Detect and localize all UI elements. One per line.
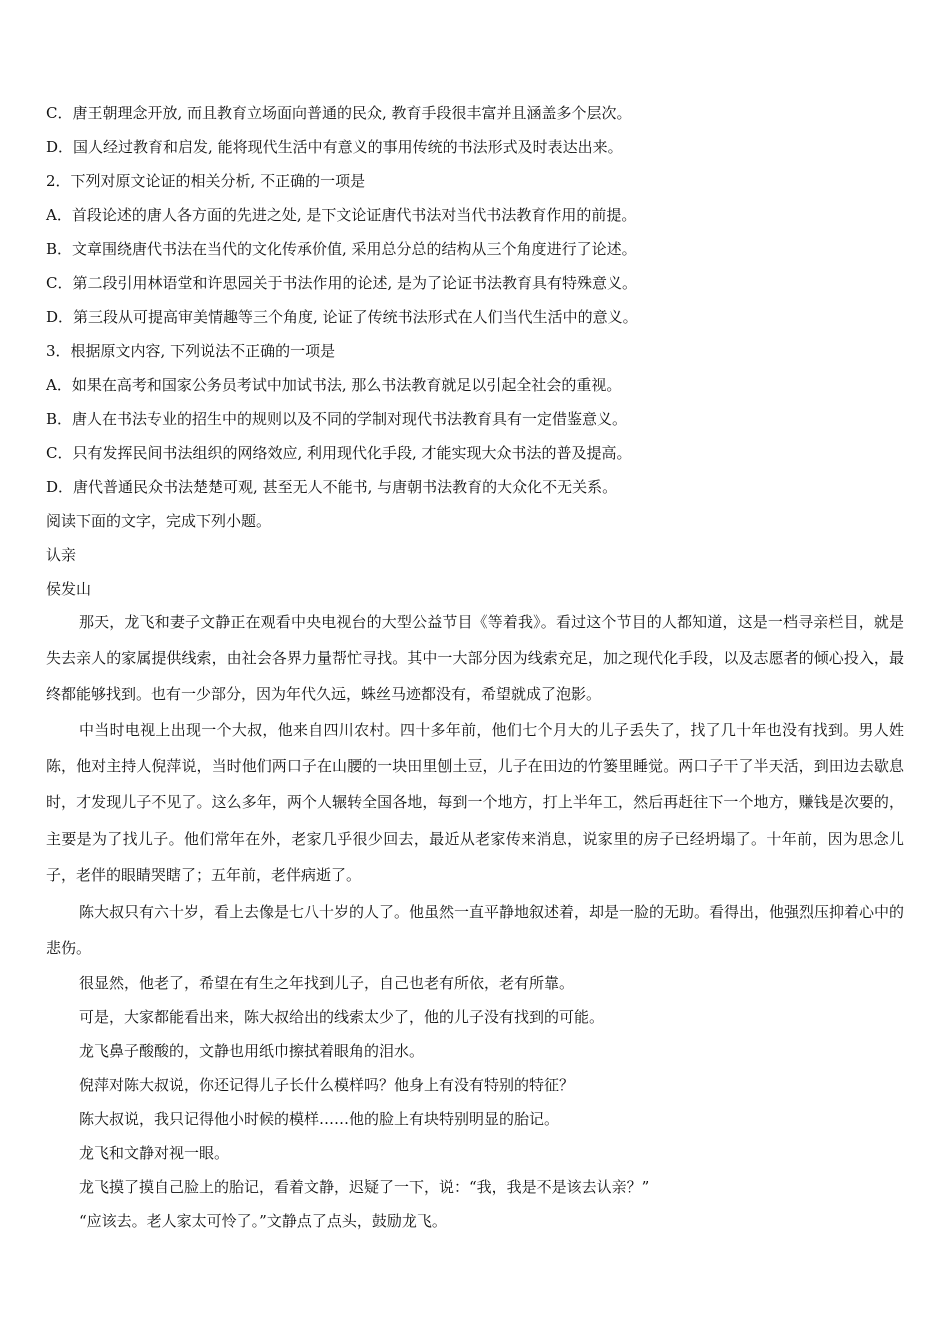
q3-option-b: B．唐人在书法专业的招生中的规则以及不同的学制对现代书法教育具有一定借鉴意义。 <box>46 410 628 428</box>
q3-option-c: C．只有发挥民间书法组织的网络效应, 利用现代化手段, 才能实现大众书法的普及提高。 <box>46 444 632 462</box>
story-line-8: “应该去。老人家太可怜了。”文静点了点头，鼓励龙飞。 <box>79 1212 447 1230</box>
q2-option-a: A．首段论述的唐人各方面的先进之处, 是下文论证唐代书法对当代书法教育作用的前提。 <box>46 206 637 224</box>
q2-stem: 2．下列对原文论证的相关分析, 不正确的一项是 <box>46 172 366 190</box>
story-line-1: 很显然，他老了，希望在有生之年找到儿子，自己也老有所依，老有所靠。 <box>79 974 575 992</box>
q3-stem: 3．根据原文内容, 下列说法不正确的一项是 <box>46 342 336 360</box>
story-line-7: 龙飞摸了摸自己脸上的胎记，看着文静，迟疑了一下，说：“我，我是不是该去认亲？” <box>79 1178 650 1196</box>
q2-option-c: C．第二段引用林语堂和许思园关于书法作用的论述, 是为了论证书法教育具有特殊意义。 <box>46 274 638 292</box>
story-author: 侯发山 <box>46 580 92 598</box>
story-paragraph-3: 陈大叔只有六十岁，看上去像是七八十岁的人了。他虽然一直平静地叙述着，却是一脸的无助。看得出，他强烈压抑着心中的悲伤。 <box>46 903 905 958</box>
story-line-5: 陈大叔说，我只记得他小时候的模样……他的脸上有块特别明显的胎记。 <box>79 1110 560 1128</box>
q1-option-c: C．唐王朝理念开放, 而且教育立场面向普通的民众, 教育手段很丰富并且涵盖多个层次。 <box>46 104 632 122</box>
story-line-2: 可是，大家都能看出来，陈大叔给出的线索太少了，他的儿子没有找到的可能。 <box>79 1008 605 1026</box>
story-paragraph-2: 中当时电视上出现一个大叔，他来自四川农村。四十多年前，他们七个月大的儿子丢失了，找了几十年也没有找到。男人姓陈，他对主持人倪萍说，当时他们两口子在山腰的一块田里刨土豆，儿子在田边的竹篓里睡觉。两口子干了半天活，到田边去歇息时，才发现儿子不见了。这么多年，两个人辗转全国各地，每到一个地方，打上半年工，然后再赶往下一个地方，赚钱是次要的，主要是为了找儿子。他们常年在外，老家几乎很少回去，最近从老家传来消息，说家里的房子已经坍塌了。十年前，因为思念儿子，老伴的眼睛哭瞎了；五年前，老伴病逝了。 <box>46 721 904 884</box>
q3-option-a: A．如果在高考和国家公务员考试中加试书法, 那么书法教育就足以引起全社会的重视。 <box>46 376 622 394</box>
q3-option-d: D．唐代普通民众书法楚楚可观, 甚至无人不能书, 与唐朝书法教育的大众化不无关系。 <box>46 478 618 496</box>
story-title: 认亲 <box>46 546 77 564</box>
q2-option-d: D．第三段从可提高审美情趣等三个角度, 论证了传统书法形式在人们当代生活中的意义。 <box>46 308 638 326</box>
story-line-4: 倪萍对陈大叔说，你还记得儿子长什么模样吗？他身上有没有特别的特征？ <box>79 1076 575 1094</box>
reading-instruction: 阅读下面的文字，完成下列小题。 <box>46 512 272 530</box>
q1-option-d: D．国人经过教育和启发, 能将现代生活中有意义的事用传统的书法形式及时表达出来。 <box>46 138 623 156</box>
q2-option-b: B．文章围绕唐代书法在当代的文化传承价值, 采用总分总的结构从三个角度进行了论述。 <box>46 240 637 258</box>
story-line-3: 龙飞鼻子酸酸的，文静也用纸巾擦拭着眼角的泪水。 <box>79 1042 425 1060</box>
story-line-6: 龙飞和文静对视一眼。 <box>79 1144 230 1162</box>
story-paragraph-1: 那天，龙飞和妻子文静正在观看中央电视台的大型公益节目《等着我》。看过这个节目的人都知道，这是一档寻亲栏目，就是失去亲人的家属提供线索，由社会各界力量帮忙寻找。其中一大部分因为线索充足，加之现代化手段，以及志愿者的倾心投入，最终都能够找到。也有一少部分，因为年代久远，蛛丝马迹都没有，希望就成了泡影。 <box>46 613 904 704</box>
